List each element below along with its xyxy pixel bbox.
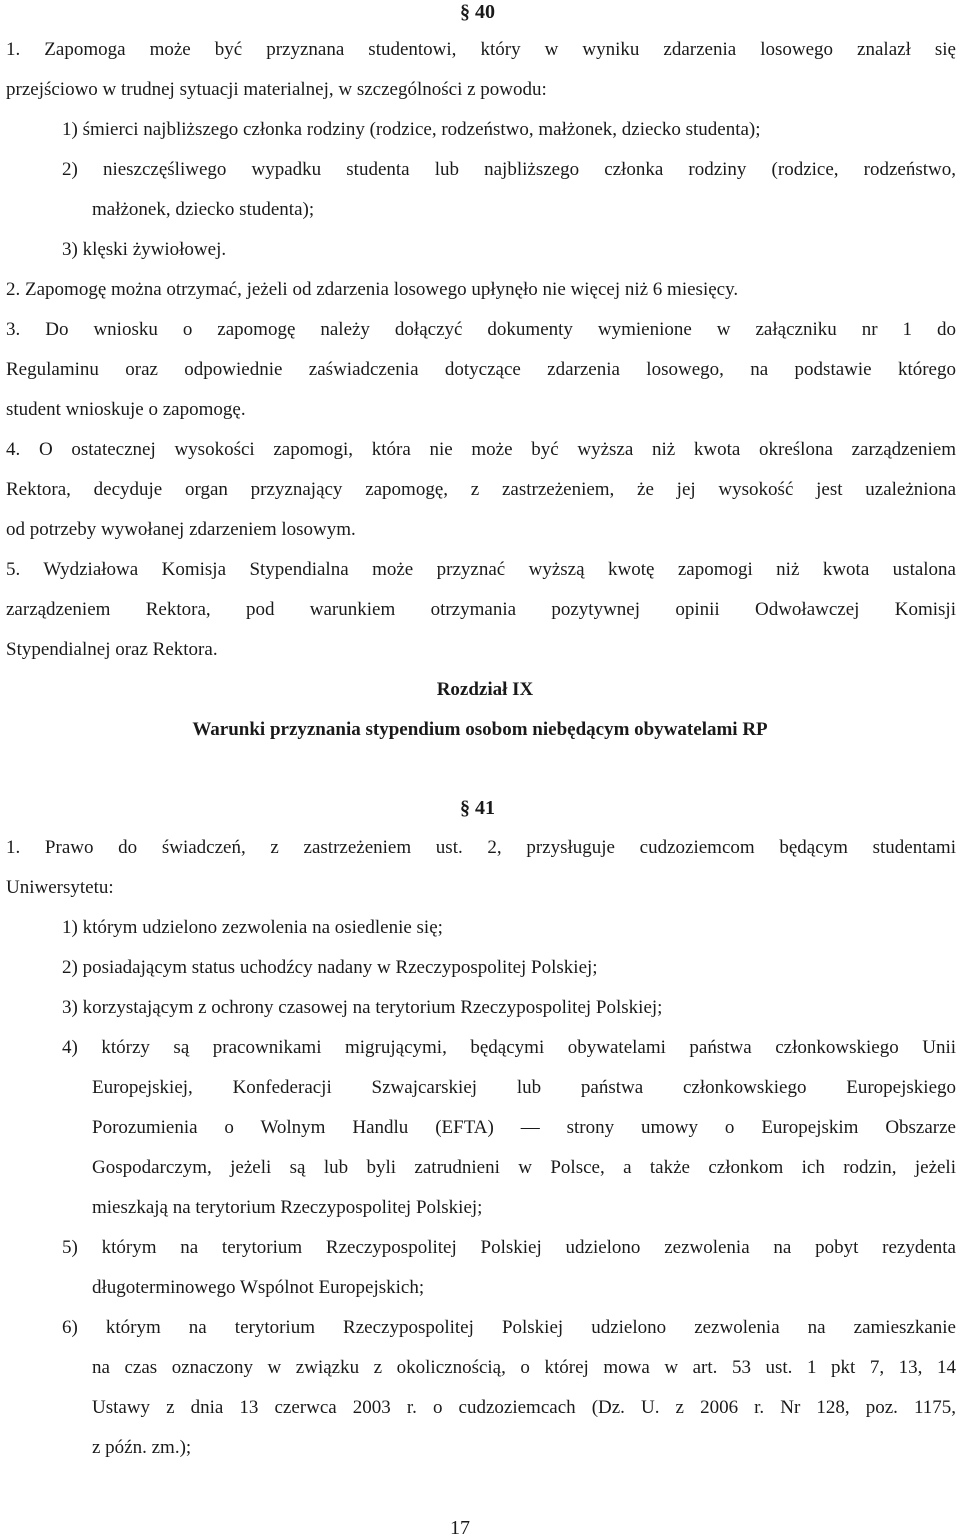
section-40-header: § 40 bbox=[460, 1, 495, 23]
s41-item4-line1: 4) którzy są pracownikami migrującymi, będącymi obywatelami państwa członkowskiego Unii bbox=[62, 1037, 956, 1058]
s40-p4-line1: 4. O ostatecznej wysokości zapomogi, która nie może być wyższa niż kwota określona zarządzeniem bbox=[6, 439, 956, 460]
s40-p3-line3: student wnioskuje o zapomogę. bbox=[6, 399, 246, 420]
s40-p5-line3: Stypendialnej oraz Rektora. bbox=[6, 639, 218, 660]
s41-item5-line1: 5) którym na terytorium Rzeczypospolitej Polskiej udzielono zezwolenia na pobyt rezydenta bbox=[62, 1237, 956, 1258]
s40-item1: 1) śmierci najbliższego członka rodziny (rodzice, rodzeństwo, małżonek, dziecko studenta); bbox=[62, 119, 761, 140]
s41-item4-line4: Gospodarczym, jeżeli są lub byli zatrudnieni w Polsce, a także członkom ich rodzin, jeżeli bbox=[92, 1157, 956, 1178]
chapter-title: Rozdział IX bbox=[436, 679, 534, 700]
s40-p4-line3: od potrzeby wywołanej zdarzeniem losowym. bbox=[6, 519, 356, 540]
s40-p5-line2: zarządzeniem Rektora, pod warunkiem otrzymania pozytywnej opinii Odwoławczej Komisji bbox=[6, 599, 956, 620]
s41-item4-line5: mieszkają na terytorium Rzeczypospolitej Polskiej; bbox=[92, 1197, 483, 1218]
s41-p1-line2: Uniwersytetu: bbox=[6, 877, 114, 898]
s40-p4-line2: Rektora, decyduje organ przyznający zapomogę, z zastrzeżeniem, że jej wysokość jest uzależniona bbox=[6, 479, 956, 500]
s40-item2-line2: małżonek, dziecko studenta); bbox=[92, 199, 315, 220]
s40-p3-line2: Regulaminu oraz odpowiednie zaświadczenia dotyczące zdarzenia losowego, na podstawie którego bbox=[6, 359, 956, 380]
s40-p1-line1: 1. Zapomoga może być przyznana studentowi, który w wyniku zdarzenia losowego znalazł się bbox=[6, 39, 956, 60]
page-number: 17 bbox=[450, 1517, 470, 1539]
s41-item5-line2: długoterminowego Wspólnot Europejskich; bbox=[92, 1277, 425, 1298]
s41-item4-line3: Porozumienia o Wolnym Handlu (EFTA) — strony umowy o Europejskim Obszarze bbox=[92, 1117, 956, 1138]
s41-item6-line2: na czas oznaczony w związku z okolicznością, o której mowa w art. 53 ust. 1 pkt 7, 13, 14 bbox=[92, 1357, 956, 1378]
s41-item4-line2: Europejskiej, Konfederacji Szwajcarskiej lub państwa członkowskiego Europejskiego bbox=[92, 1077, 956, 1098]
s41-item6-line3: Ustawy z dnia 13 czerwca 2003 r. o cudzoziemcach (Dz. U. z 2006 r. Nr 128, poz. 1175, bbox=[92, 1397, 956, 1418]
s41-item6-line1: 6) którym na terytorium Rzeczypospolitej Polskiej udzielono zezwolenia na zamieszkanie bbox=[62, 1317, 956, 1338]
s40-p2: 2. Zapomogę można otrzymać, jeżeli od zdarzenia losowego upłynęło nie więcej niż 6 miesięcy. bbox=[6, 279, 739, 300]
s40-item3: 3) klęski żywiołowej. bbox=[62, 239, 227, 260]
s41-item1: 1) którym udzielono zezwolenia na osiedlenie się; bbox=[62, 917, 443, 938]
s41-item6-line4: z późn. zm.); bbox=[92, 1437, 192, 1458]
s41-item2: 2) posiadającym status uchodźcy nadany w Rzeczypospolitej Polskiej; bbox=[62, 957, 598, 978]
s40-p3-line1: 3. Do wniosku o zapomogę należy dołączyć dokumenty wymienione w załączniku nr 1 do bbox=[6, 319, 956, 340]
s40-p1-line2: przejściowo w trudnej sytuacji materialnej, w szczególności z powodu: bbox=[6, 79, 547, 100]
s41-item3: 3) korzystającym z ochrony czasowej na terytorium Rzeczypospolitej Polskiej; bbox=[62, 997, 663, 1018]
s41-p1-line1: 1. Prawo do świadczeń, z zastrzeżeniem ust. 2, przysługuje cudzoziemcom będącym studentami bbox=[6, 837, 956, 858]
chapter-subtitle: Warunki przyznania stypendium osobom niebędącym obywatelami RP bbox=[192, 719, 768, 740]
s40-p5-line1: 5. Wydziałowa Komisja Stypendialna może przyznać wyższą kwotę zapomogi niż kwota ustalona bbox=[6, 559, 956, 580]
s40-item2-line1: 2) nieszczęśliwego wypadku studenta lub najbliższego członka rodziny (rodzice, rodzeństwo, bbox=[62, 159, 956, 180]
section-41-header: § 41 bbox=[460, 797, 495, 819]
